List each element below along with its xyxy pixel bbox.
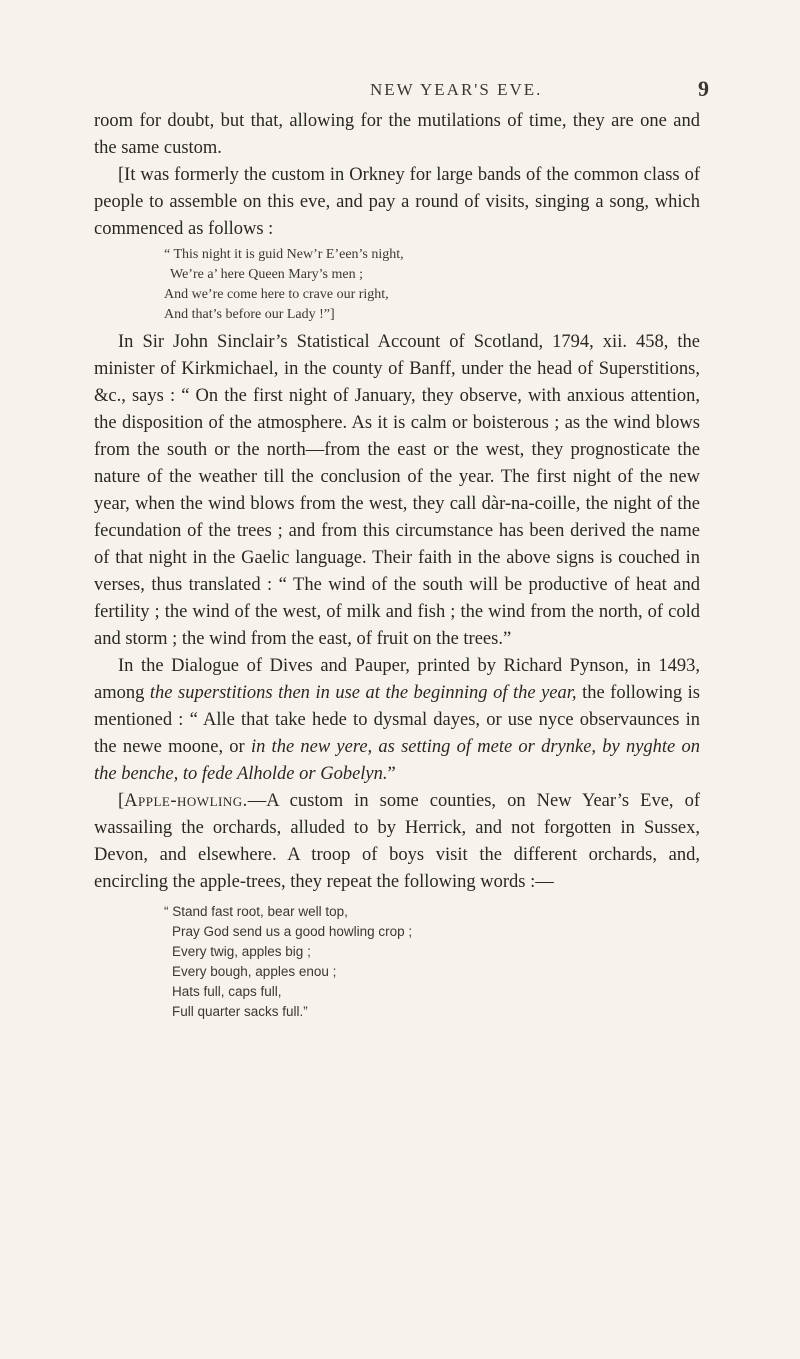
verse-line: Pray God send us a good howling crop ; bbox=[172, 924, 413, 939]
bracket: [ bbox=[118, 791, 125, 811]
verse-line: We’re a’ here Queen Mary’s men ; bbox=[170, 267, 363, 282]
text-run: In the Dialogue of Dives and Pauper, printed by Richard Pynson, in 1493, among bbox=[94, 656, 700, 703]
paragraph-sinclair: In Sir John Sinclair’s Statistical Account of Scotland, 1794, xii. 458, the minister of Kirkmichael, in the county of Banff, under the head of Superstitions, &c., says : “ On the first night of January, they observe, with anxious attention, the disposition of the atmosphere. As it is calm or boisterous ; as the wind blows from the south or the north—from the east or the west, they prognosticate the nature of the weather till the conclusion of the year. The first night of the new year, when the wind blows from the west, they call dàr-na-coille, the night of the fecundation of the trees ; and from this circumstance has been derived the name of that night in the Gaelic language. Their faith in the above signs is couched in verses, thus translated : “ The wind of the south will be productive of heat and fertility ; the wind of the west, of milk and fish ; the wind from the north, of cold and storm ; the wind from the east, of fruit on the trees.” bbox=[94, 332, 700, 649]
body-text bbox=[94, 108, 700, 1022]
paragraph-apple-howling bbox=[94, 788, 700, 896]
verse-line: “ Stand fast root, bear well top, bbox=[164, 904, 348, 919]
verse-line: Every bough, apples enou ; bbox=[172, 964, 337, 979]
orkney-verse bbox=[164, 245, 700, 325]
verse-line: Full quarter sacks full.” bbox=[172, 1004, 308, 1019]
verse-line: Every twig, apples big ; bbox=[172, 944, 311, 959]
italic-run: in the new yere, as setting of mete or drynke, by nyghte on the benche, to fede Alholde or Gobelyn. bbox=[94, 737, 700, 784]
paragraph-dives-pauper bbox=[94, 653, 700, 788]
verse-line: “ This night it is guid New’r E’een’s night, bbox=[164, 247, 404, 262]
text-run: ” bbox=[387, 764, 396, 784]
running-head: NEW YEAR'S EVE. bbox=[370, 80, 543, 99]
paragraph-orkney: [It was formerly the custom in Orkney for large bands of the common class of people to assemble on this eve, and pay a round of visits, singing a song, which commenced as follows : bbox=[94, 165, 700, 239]
text-run: —A custom in some counties, on New Year’s Eve, of wassailing the orchards, alluded to by Herrick, and not forgotten in Sussex, Devon, and elsewhere. A troop of boys visit the different orchards, and, encircling the apple-trees, they repeat the following words :— bbox=[94, 791, 700, 892]
verse-line: And we’re come here to crave our right, bbox=[164, 287, 389, 302]
section-heading: Apple-howling. bbox=[124, 791, 248, 811]
paragraph-continued: room for doubt, but that, allowing for the mutilations of time, they are one and the same custom. bbox=[94, 111, 700, 158]
page-number: 9 bbox=[698, 76, 709, 101]
verse-line: Hats full, caps full, bbox=[172, 984, 282, 999]
apple-howling-verse bbox=[164, 902, 700, 1022]
italic-run: the superstitions then in use at the beginning of the year, bbox=[149, 683, 577, 703]
text-run: the following is mentioned : “ Alle that take hede to dysmal dayes, or use nyce observaunces in the newe moone, or bbox=[94, 683, 700, 757]
verse-line: And that’s before our Lady !”] bbox=[164, 307, 335, 322]
